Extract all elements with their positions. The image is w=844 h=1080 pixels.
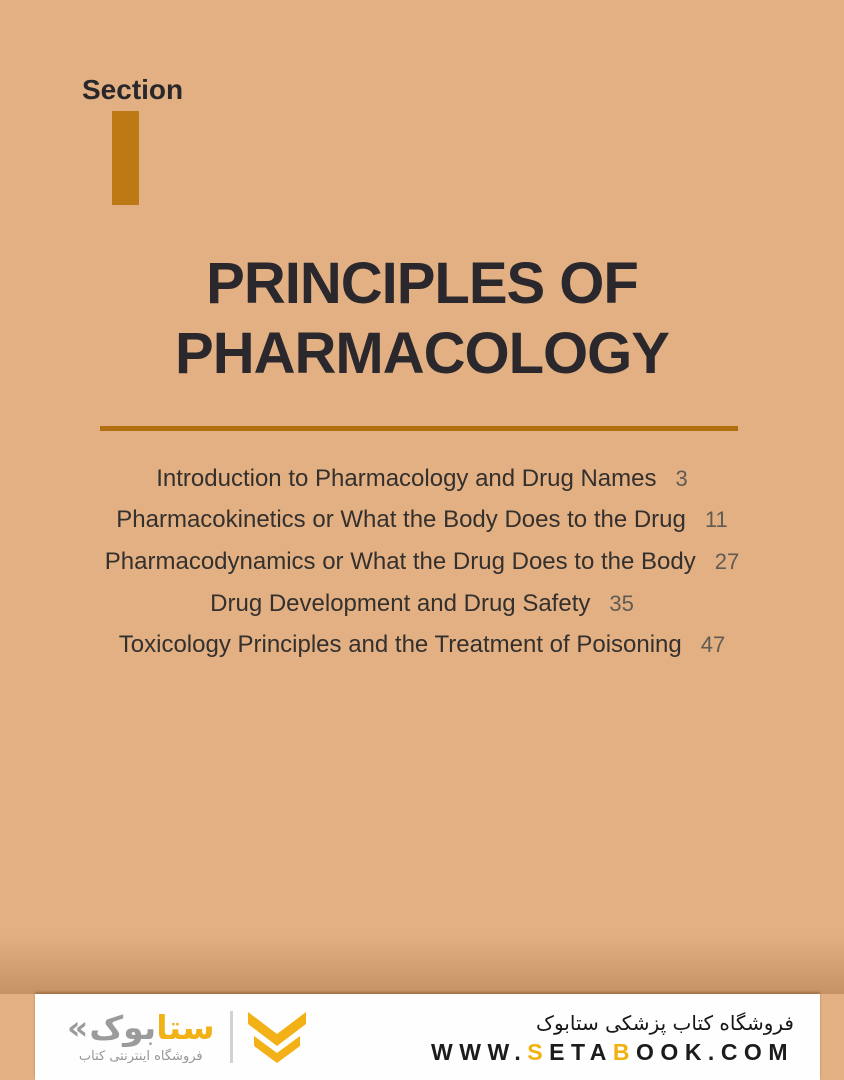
logo-wordmark-gold-part: ستا <box>156 1008 215 1047</box>
page-title-line2: PHARMACOLOGY <box>175 321 669 386</box>
toc-row <box>0 458 844 500</box>
url-part: WWW. <box>431 1038 528 1065</box>
page-title <box>0 249 844 389</box>
toc-row <box>0 583 844 625</box>
setabook-logo <box>67 1008 308 1066</box>
logo-wordmark-text <box>89 1010 214 1046</box>
toc-page-number: 35 <box>609 590 634 616</box>
url-part: ETA <box>549 1038 613 1065</box>
store-website-url <box>431 1039 794 1065</box>
logo-divider-line <box>230 1011 233 1063</box>
footer-shadow-gradient <box>0 934 844 994</box>
toc-chapter-title: Toxicology Principles and the Treatment of Poisoning <box>118 631 682 659</box>
logo-wordmark-gray-part: بوک <box>89 1008 157 1047</box>
logo-chevron-glyph: « <box>67 1008 89 1047</box>
page-title-line1: PRINCIPLES OF <box>206 251 638 316</box>
toc-chapter-title: Introduction to Pharmacology and Drug Names <box>156 464 657 492</box>
toc-chapter-title: Pharmacodynamics or What the Drug Does to the Body <box>104 547 696 575</box>
toc-row <box>0 541 844 583</box>
store-watermark-footer <box>35 994 820 1080</box>
toc-chapter-title: Pharmacokinetics or What the Body Does to the Drug <box>116 506 686 534</box>
table-of-contents <box>0 458 844 666</box>
logo-subtitle: فروشگاه اینترنتی کتاب <box>78 1049 203 1064</box>
footer-store-info <box>431 1010 794 1065</box>
toc-page-number: 27 <box>714 548 740 574</box>
section-label: Section <box>82 74 184 105</box>
toc-page-number: 47 <box>700 632 726 658</box>
title-divider-rule <box>100 426 738 431</box>
url-part-gold-s: S <box>527 1038 550 1065</box>
toc-chapter-title: Drug Development and Drug Safety <box>210 589 591 617</box>
double-chevron-book-icon <box>246 1008 308 1066</box>
toc-page-number: 3 <box>675 465 688 491</box>
url-part-gold-b: B <box>612 1038 637 1065</box>
toc-row <box>0 500 844 542</box>
toc-page-number: 11 <box>704 507 728 533</box>
section-numeral-I-bar <box>112 111 139 205</box>
url-part: OOK.COM <box>636 1038 794 1065</box>
logo-text-column <box>67 1010 215 1064</box>
logo-wordmark <box>67 1010 215 1046</box>
toc-row <box>0 624 844 666</box>
store-name-persian: فروشگاه کتاب پزشکی ستابوک <box>536 1010 794 1035</box>
